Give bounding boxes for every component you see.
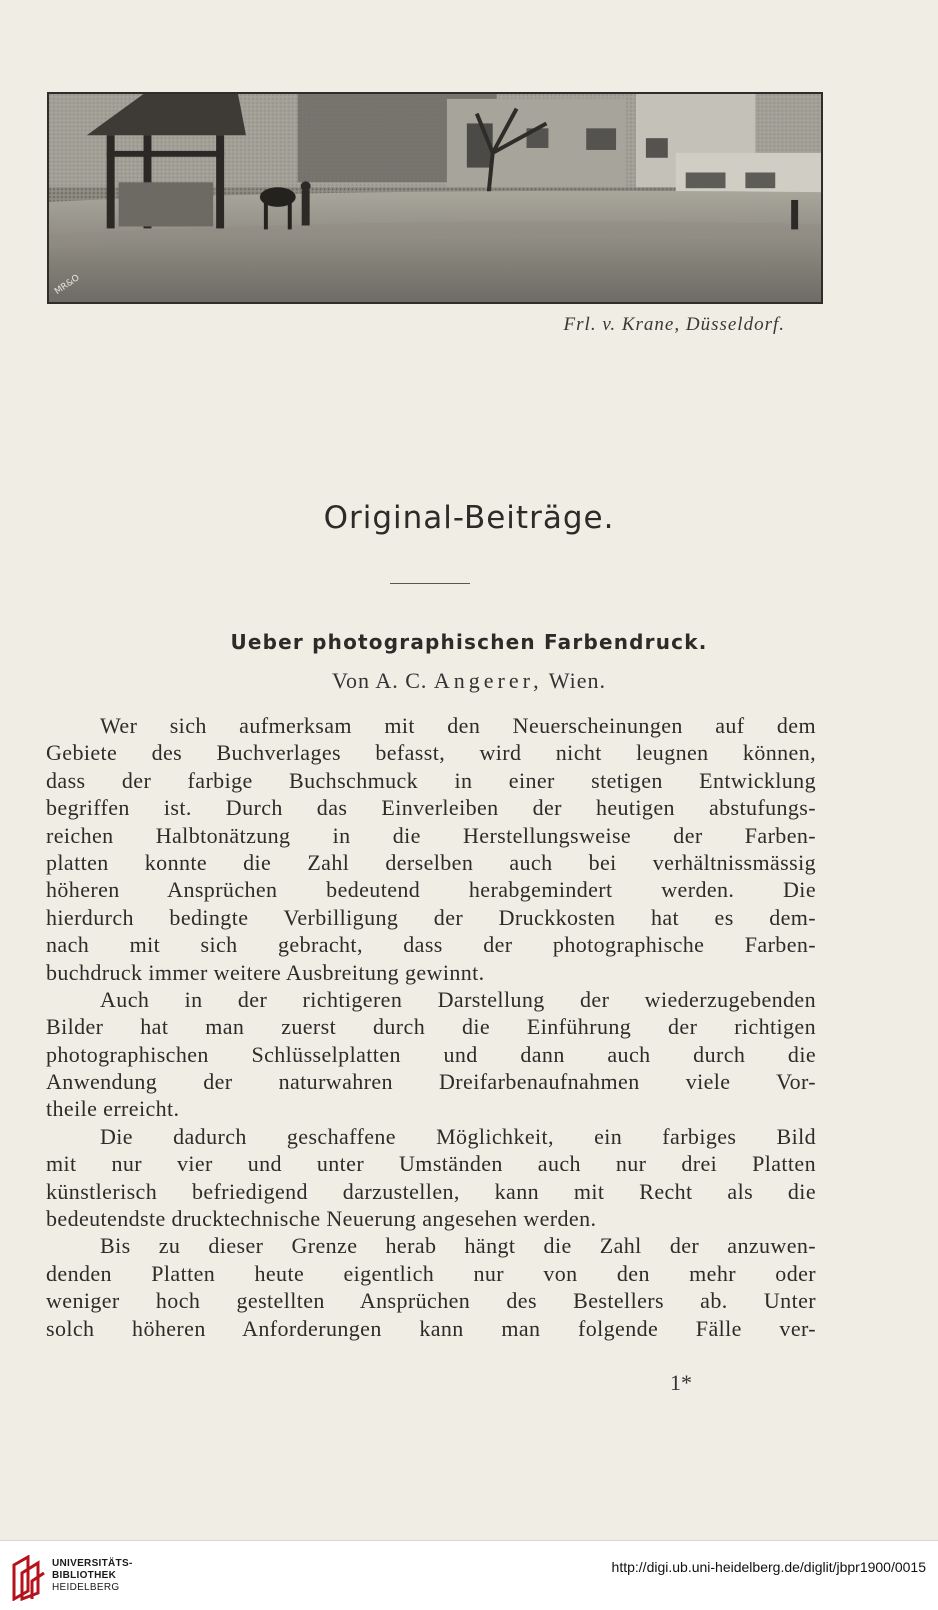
article-body	[46, 712, 816, 1342]
body-line: höheren Ansprüchen bedeutend herabgemindert werden. Die	[46, 877, 816, 903]
body-line: photographischen Schlüsselplatten und dann auch durch die	[46, 1041, 816, 1067]
body-line: hierdurch bedingte Verbilligung der Druckkosten hat es dem-	[46, 904, 816, 930]
body-line: dass der farbige Buchschmuck in einer stetigen Entwicklung	[46, 767, 816, 793]
body-line: mit nur vier und unter Umständen auch nur drei Platten	[46, 1151, 816, 1177]
body-line: Bilder hat man zuerst durch die Einführung der richtigen	[46, 1014, 816, 1040]
halftone-photograph	[47, 92, 823, 304]
body-line: weniger hoch gestellten Ansprüchen des Bestellers ab. Unter	[46, 1288, 816, 1314]
body-line: Anwendung der naturwahren Dreifarbenaufnahmen viele Vor-	[46, 1069, 816, 1095]
permalink-url[interactable]: http://digi.ub.uni-heidelberg.de/diglit/jbpr1900/0015	[611, 1559, 926, 1575]
library-name-line-1: UNIVERSITÄTS-	[52, 1558, 133, 1569]
article-title: Ueber photographischen Farbendruck.	[230, 630, 708, 654]
body-line: denden Platten heute eigentlich nur von den mehr oder	[46, 1260, 816, 1286]
library-name-line-2: BIBLIOTHEK	[52, 1570, 117, 1581]
body-line: Auch in der richtigeren Darstellung der wiederzugebenden	[100, 986, 816, 1012]
digitization-footer	[0, 1540, 938, 1610]
body-line: begriffen ist. Durch das Einverleiben der heutigen abstufungs-	[46, 795, 816, 821]
body-line: künstlerisch befriedigend darzustellen, kann mit Recht als die	[46, 1178, 816, 1204]
body-line: platten konnte die Zahl derselben auch bei verhältnissmässig	[46, 849, 816, 875]
body-line: buchdruck immer weitere Ausbreitung gewinnt.	[46, 959, 485, 985]
page-number: 1*	[670, 1370, 692, 1395]
photograph-village-well-scene	[49, 94, 821, 302]
body-line: theile erreicht.	[46, 1096, 180, 1122]
body-line: Wer sich aufmerksam mit den Neuerscheinungen auf dem	[100, 713, 816, 738]
photo-signature-text: MR&O	[53, 273, 82, 298]
body-line: reichen Halbtonätzung in die Herstellungsweise der Farben-	[46, 822, 816, 848]
body-line: solch höheren Anforderungen kann man folgende Fälle ver-	[46, 1315, 816, 1341]
body-line: Gebiete des Buchverlages befasst, wird nicht leugnen können,	[46, 740, 816, 766]
body-line: Bis zu dieser Grenze herab hängt die Zahl der anzuwen-	[100, 1233, 816, 1259]
body-line: nach mit sich gebracht, dass der photographische Farben-	[46, 932, 816, 958]
university-library-logo-icon	[8, 1555, 46, 1601]
library-name-line-3: HEIDELBERG	[52, 1582, 120, 1593]
section-title: Original-Beiträge.	[323, 500, 615, 536]
body-line: bedeutendste drucktechnische Neuerung angesehen werden.	[46, 1206, 597, 1232]
byline-author: Angerer,	[433, 668, 543, 693]
divider-rule	[390, 583, 470, 584]
library-name	[52, 1558, 133, 1594]
byline-prefix: Von A. C.	[332, 668, 428, 693]
article-byline	[0, 668, 938, 694]
photo-credit: Frl. v. Krane, Düsseldorf.	[563, 314, 785, 335]
byline-place: Wien.	[548, 668, 606, 693]
body-line: Die dadurch geschaffene Möglichkeit, ein farbiges Bild	[100, 1123, 816, 1149]
